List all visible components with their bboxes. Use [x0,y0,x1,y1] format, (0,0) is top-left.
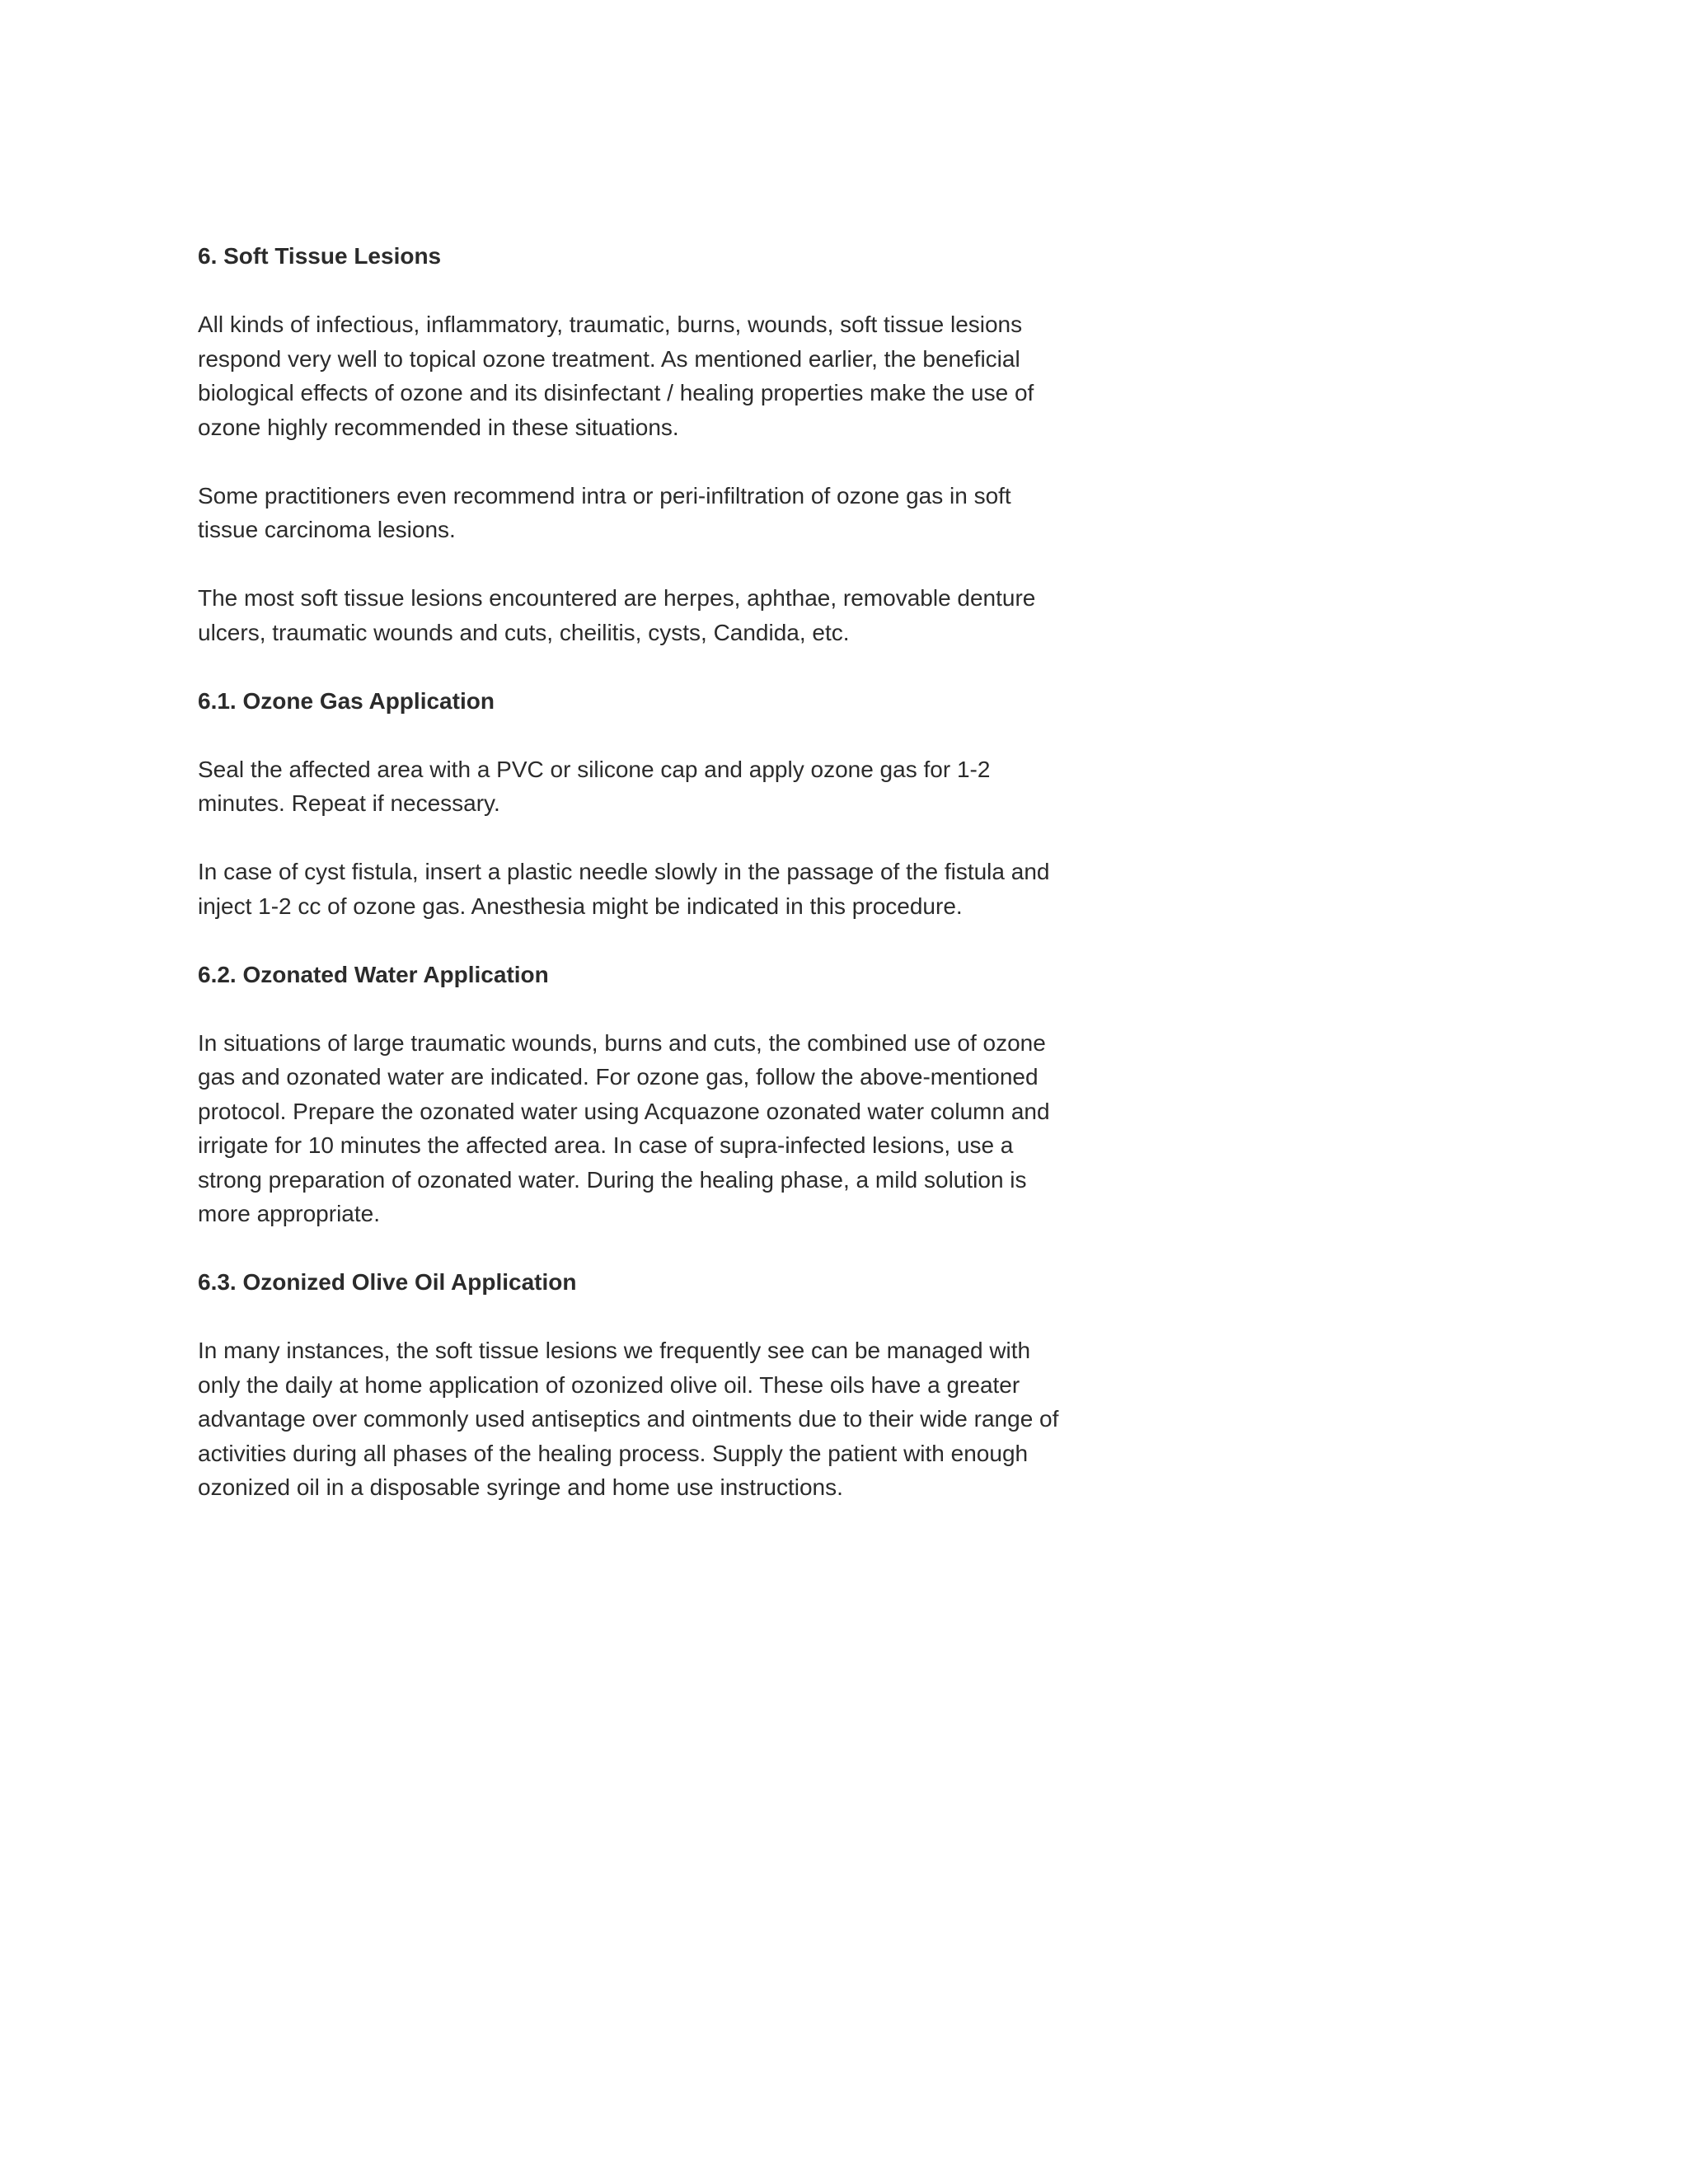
subsection-paragraph: Seal the affected area with a PVC or silicone cap and apply ozone gas for 1-2 minutes. Repeat if necessary. [198,756,991,816]
subsection-heading-ozonated-water: 6.2. Ozonated Water Application [198,961,549,987]
section-paragraph: Some practitioners even recommend intra or peri-infiltration of ozone gas in soft tissue carcinoma lesions. [198,482,1011,542]
subsection-heading-ozone-gas: 6.1. Ozone Gas Application [198,687,495,714]
document-content [198,239,1071,1539]
section-heading: 6. Soft Tissue Lesions [198,243,442,269]
subsection-heading-ozonized-olive-oil: 6.3. Ozonized Olive Oil Application [198,1269,577,1295]
subsection-paragraph: In case of cyst fistula, insert a plastic needle slowly in the passage of the fistula and inject 1-2 cc of ozone gas. Anesthesia might be indicated in this procedure. [198,859,1050,919]
section-paragraph: All kinds of infectious, inflammatory, traumatic, burns, wounds, soft tissue lesions respond very well to topical ozone treatment. As mentioned earlier, the beneficial biological effects of ozone and its disinfectant / healing properties make the use of ozone highly recommended in these situations. [198,312,1034,440]
section-paragraph: The most soft tissue lesions encountered are herpes, aphthae, removable denture ulcers, traumatic wounds and cuts, cheilitis, cysts, Candida, etc. [198,585,1036,645]
subsection-paragraph: In many instances, the soft tissue lesions we frequently see can be managed with only the daily at home application of ozonized olive oil. These oils have a greater advantage over commonly used antiseptics and ointments due to their wide range of activities during all phases of the healing process. Supply the patient with enough ozonized oil in a disposable syringe and home use instructions. [198,1338,1059,1500]
subsection-paragraph: In situations of large traumatic wounds, burns and cuts, the combined use of ozone gas and ozonated water are indicated. For ozone gas, follow the above-mentioned protocol. Prepare the ozonated water using Acquazone ozonated water column and irrigate for 10 minutes the affected area. In case of supra-infected lesions, use a strong preparation of ozonated water. During the healing phase, a mild solution is more appropriate. [198,1029,1050,1226]
